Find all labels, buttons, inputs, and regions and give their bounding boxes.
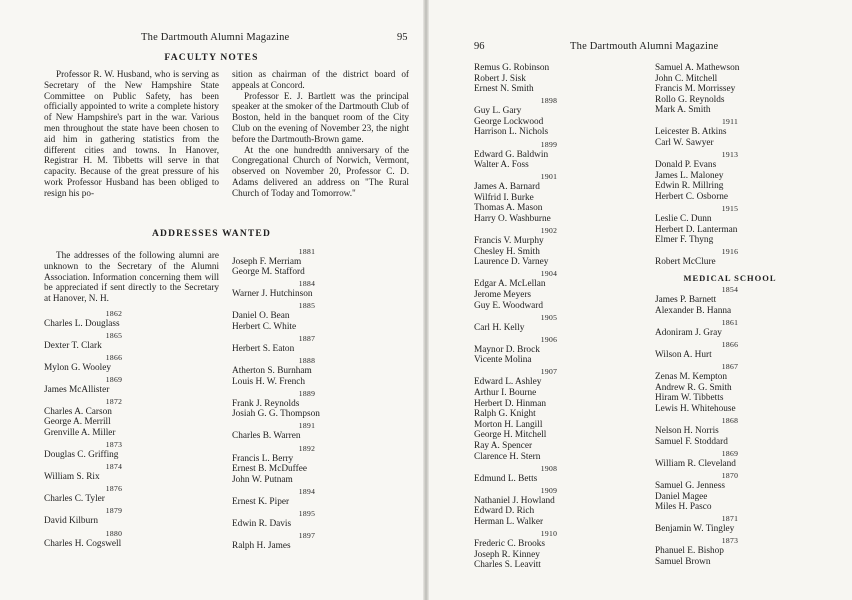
alumnus-name: James McAllister [44, 384, 110, 395]
class-year-group [44, 397, 184, 439]
class-year: 1913 [721, 150, 739, 160]
class-year-group [44, 462, 184, 483]
alumnus-name: Chesley H. Smith [474, 246, 540, 257]
class-year: 1904 [540, 269, 558, 279]
class-year-group [474, 269, 624, 311]
alumnus-name: Vicente Molina [474, 355, 532, 366]
alumnus-name: Frederic C. Brooks [474, 539, 546, 550]
class-year-group [44, 353, 184, 374]
class-year: 1901 [540, 172, 558, 182]
alumnus-name: Grenville A. Miller [44, 428, 116, 439]
alumnus-name: Samuel F. Stoddard [655, 436, 728, 447]
alumnus-name: Guy L. Gary [474, 106, 522, 117]
alumnus-name: Morton H. Langill [474, 419, 543, 430]
alumnus-name: Edwin R. Davis [232, 518, 292, 529]
class-year: 1866 [721, 340, 739, 350]
class-year-group [232, 334, 382, 355]
class-year-group [232, 509, 382, 530]
alumnus-name: Andrew R. G. Smith [655, 382, 732, 393]
alumnus-name: Nathaniel J. Howland [474, 495, 555, 506]
class-year-group [655, 449, 805, 470]
alumnus-name: Francis L. Berry [232, 453, 294, 464]
alumnus-name: William R. Cleveland [655, 458, 736, 469]
alumnus-name: Robert McClure [655, 257, 716, 268]
class-year-group [44, 309, 184, 330]
class-year-group [474, 140, 624, 171]
class-year: 1879 [105, 506, 123, 516]
running-head: The Dartmouth Alumni Magazine [570, 41, 719, 52]
alumnus-name: John W. Putnam [232, 474, 293, 485]
class-year: 1885 [298, 301, 316, 311]
alumnus-name: James A. Barnard [474, 182, 540, 193]
medical-school-list [655, 285, 805, 567]
class-year-group [232, 247, 382, 278]
alumnus-name: Josiah G. G. Thompson [232, 409, 320, 420]
class-year-group [474, 464, 624, 485]
class-year: 1870 [721, 470, 739, 480]
addresses-list-column-4-alumni [655, 63, 805, 268]
addresses-list-column-3 [474, 63, 624, 571]
class-year: 1916 [721, 247, 739, 257]
alumnus-name: Herbert C. Osborne [655, 191, 729, 202]
class-year-group [232, 356, 382, 387]
class-year-group [655, 285, 805, 316]
addresses-list-column-4 [655, 63, 805, 568]
alumnus-name: Warner J. Hutchinson [232, 289, 313, 300]
alumnus-name: Leslie C. Dunn [655, 214, 712, 225]
class-year: 1897 [298, 531, 316, 540]
alumnus-name: Wilfrid I. Burke [474, 192, 534, 203]
class-year-group [474, 367, 624, 462]
alumnus-name: Charles C. Tyler [44, 494, 105, 505]
alumnus-name: Herman L. Walker [474, 517, 544, 527]
alumnus-name: Arthur I. Bourne [474, 388, 537, 399]
alumnus-name: Thomas A. Mason [474, 203, 543, 214]
class-year-group [655, 117, 805, 148]
alumnus-name: Herbert D. Lanterman [655, 224, 738, 235]
running-head: The Dartmouth Alumni Magazine [141, 32, 290, 43]
faculty-note-adams: At the one hundredth anniversary of the Congregational Church of Norwich, Vermont, observed on November 20, Professor C. D. Adams delivered an address on "The Rural Church of Today and Tomorrow." [232, 144, 409, 198]
addresses-list-column-1 [44, 307, 184, 549]
alumnus-name: Edgar A. McLellan [474, 279, 546, 290]
alumnus-name: George M. Stafford [232, 267, 305, 278]
alumnus-name: Carl W. Sawyer [655, 138, 714, 149]
class-year: 1898 [540, 96, 558, 106]
class-year: 1887 [298, 333, 316, 343]
alumnus-name: Elmer F. Thyng [655, 235, 714, 246]
alumnus-name: Charles A. Carson [44, 406, 112, 417]
class-year-group [232, 444, 382, 486]
alumnus-name: Herbert C. White [232, 321, 297, 332]
class-year-group [655, 204, 805, 246]
class-year-group [474, 226, 624, 268]
class-year-group [232, 487, 382, 508]
alumnus-name: Harrison L. Nichols [474, 127, 549, 138]
alumnus-name: Atherton S. Burnham [232, 366, 312, 377]
alumnus-name: Jerome Meyers [474, 290, 532, 300]
medical-school-heading: MEDICAL SCHOOL [683, 272, 777, 283]
class-year-group [655, 150, 805, 202]
class-year-group [232, 279, 382, 300]
class-year: 1895 [298, 508, 316, 518]
alumnus-name: Guy E. Woodward [474, 300, 544, 311]
alumnus-name: Daniel O. Bean [232, 311, 290, 322]
class-year: 1865 [105, 330, 123, 340]
class-year-group [232, 421, 382, 442]
class-year: 1902 [540, 226, 558, 236]
class-year: 1906 [540, 334, 558, 344]
alumnus-name: Mylon G. Wooley [44, 362, 111, 373]
class-year-group [655, 536, 805, 567]
class-year-group [44, 529, 184, 550]
class-year: 1873 [721, 536, 739, 546]
alumnus-name: Herbert S. Eaton [232, 343, 295, 354]
class-year: 1874 [105, 462, 123, 472]
alumnus-name: Edward D. Rich [474, 506, 535, 517]
page-number: 96 [474, 41, 485, 52]
alumnus-name: Samuel G. Jenness [655, 480, 725, 491]
class-year: 1899 [540, 139, 558, 149]
addresses-intro [44, 250, 219, 304]
class-year: 1872 [105, 396, 123, 406]
class-year-group [655, 471, 805, 513]
alumnus-name: Louis H. W. French [232, 376, 306, 387]
class-year: 1881 [298, 246, 316, 256]
class-year: 1862 [105, 308, 123, 318]
class-year: 1907 [540, 367, 558, 377]
alumnus-name: Laurence D. Varney [474, 257, 549, 268]
alumnus-name: David Kilburn [44, 516, 98, 527]
class-year: 1873 [105, 440, 123, 450]
alumnus-name: Edward L. Ashley [474, 377, 542, 388]
alumnus-name: Joseph R. Kinney [474, 549, 540, 560]
class-year-group [474, 335, 624, 366]
alumnus-name: Benjamin W. Tingley [655, 524, 735, 535]
class-year: 1908 [540, 463, 558, 473]
class-year: 1915 [721, 204, 739, 214]
alumnus-name: Ralph G. Knight [474, 409, 536, 420]
alumnus-name: Walter A. Foss [474, 160, 529, 171]
alumnus-name: Miles H. Pasco [655, 502, 712, 513]
alumnus-name: Francis M. Morrissey [655, 84, 736, 95]
alumnus-name: Charles S. Leavitt [474, 560, 541, 571]
alumnus-name: Edmund L. Betts [474, 473, 538, 484]
class-year-group [44, 375, 184, 396]
class-year: 1911 [721, 117, 739, 127]
alumnus-name: Ralph H. James [232, 541, 291, 551]
alumnus-name: Ray A. Spencer [474, 441, 533, 452]
alumnus-name: Zenas M. Kempton [655, 372, 728, 383]
class-year-group [44, 484, 184, 505]
alumnus-name: Harry O. Washburne [474, 214, 551, 225]
class-year-group [474, 486, 624, 528]
alumnus-name: Charles H. Cogswell [44, 538, 122, 549]
faculty-note-bartlett: Professor E. J. Bartlett was the principal speaker at the smoker of the Dartmouth Club of Boston, held in the banquet room of the City Club on the evening of November 23, the night before the Dartmouth-Brown game. [232, 90, 409, 144]
alumnus-name: Phanuel E. Bishop [655, 546, 724, 557]
class-year-group [655, 247, 805, 268]
class-year-group [44, 440, 184, 461]
alumnus-name: James P. Barnett [655, 295, 717, 306]
class-year: 1888 [298, 356, 316, 366]
alumnus-name: Leicester B. Atkins [655, 127, 727, 138]
alumnus-name: Lewis H. Whitehouse [655, 404, 736, 415]
alumnus-name: Ernest N. Smith [474, 84, 534, 95]
class-year: 1869 [105, 374, 123, 384]
faculty-note-husband: Professor R. W. Husband, who is serving as Secretary of the New Hampshire State Committee on Public Safety, has been officially appointed to write a complete history of New Hampshire's part in the war. Various men throughout the state have been chosen to aid him in gathering statistics from the different cities and towns. In Hanover, Registrar H. M. Tibbetts will serve in that capacity. Because of the great pressure of his work Professor Husband has been obliged to resign his po- [44, 69, 219, 198]
class-year-group [232, 301, 382, 332]
class-year: 1891 [298, 421, 316, 431]
class-year-group [655, 416, 805, 447]
alumnus-name: Clarence H. Stern [474, 451, 541, 462]
class-year-group [655, 514, 805, 535]
class-year-group [655, 362, 805, 414]
class-year: 1861 [721, 318, 739, 328]
class-year-group [44, 506, 184, 527]
alumnus-name: Remus G. Robinson [474, 63, 550, 73]
class-year-group [232, 389, 382, 420]
alumnus-name: Donald P. Evans [655, 160, 717, 171]
faculty-notes-column-1 [44, 69, 219, 199]
class-year-group [474, 313, 624, 334]
left-page [0, 0, 423, 600]
alumnus-name: Ernest B. McDuffee [232, 464, 307, 475]
faculty-notes-column-2 [232, 69, 409, 199]
addresses-intro-text: The addresses of the following alumni are unknown to the Secretary of the Alumni Association. Information concerning them will be appreciated if sent directly to the Secretary at Hanover, N. H. [44, 250, 219, 304]
class-year-group [655, 340, 805, 361]
class-year: 1868 [721, 416, 739, 426]
class-year: 1876 [105, 484, 123, 494]
class-year: 1905 [540, 312, 558, 322]
class-year-group [44, 331, 184, 352]
alumnus-name: Hiram W. Tibbetts [655, 393, 724, 404]
class-year-group [474, 63, 624, 95]
alumnus-name: Samuel A. Mathewson [655, 63, 740, 73]
alumnus-name: Maynor D. Brock [474, 344, 540, 355]
alumnus-name: Joseph F. Merriam [232, 256, 302, 267]
alumnus-name: Carl H. Kelly [474, 322, 525, 333]
class-year: 1854 [721, 285, 739, 295]
alumnus-name: Dexter T. Clark [44, 340, 102, 351]
alumnus-name: Edward G. Baldwin [474, 149, 549, 160]
right-page [429, 0, 852, 600]
alumnus-name: Francis V. Murphy [474, 236, 544, 247]
alumnus-name: Daniel Magee [655, 491, 708, 502]
alumnus-name: Mark A. Smith [655, 105, 711, 116]
class-year: 1867 [721, 362, 739, 372]
class-year-group [655, 318, 805, 339]
alumnus-name: Douglas C. Griffing [44, 450, 119, 461]
class-year: 1889 [298, 388, 316, 398]
class-year: 1884 [298, 279, 316, 289]
class-year: 1880 [105, 528, 123, 538]
class-year: 1894 [298, 486, 316, 496]
alumnus-name: William S. Rix [44, 472, 100, 483]
class-year-group [474, 529, 624, 571]
class-year-group [655, 63, 805, 116]
alumnus-name: Ernest K. Piper [232, 496, 290, 507]
alumnus-name: Rollo G. Reynolds [655, 94, 725, 105]
alumnus-name: Charles B. Warren [232, 431, 301, 442]
class-year: 1869 [721, 448, 739, 458]
faculty-notes-heading: FACULTY NOTES [164, 53, 259, 63]
class-year: 1871 [721, 514, 739, 524]
alumnus-name: George A. Merrill [44, 417, 111, 428]
class-year: 1866 [105, 352, 123, 362]
class-year-group [474, 172, 624, 224]
alumnus-name: Frank J. Reynolds [232, 398, 300, 409]
alumnus-name: Nelson H. Norris [655, 426, 719, 437]
class-year: 1910 [540, 529, 558, 539]
alumnus-name: Charles L. Douglass [44, 318, 120, 329]
alumnus-name: Wilson A. Hurt [655, 350, 712, 361]
class-year-group [474, 96, 624, 138]
addresses-wanted-heading: ADDRESSES WANTED [151, 229, 272, 239]
alumnus-name: Alexander B. Hanna [655, 306, 732, 316]
addresses-list-column-2 [232, 245, 382, 552]
alumnus-name: John C. Mitchell [655, 73, 718, 84]
class-year: 1892 [298, 443, 316, 453]
class-year-group [232, 531, 382, 552]
alumnus-name: George Lockwood [474, 116, 544, 127]
class-year: 1909 [540, 485, 558, 495]
alumnus-name: Adoniram J. Gray [655, 328, 722, 339]
alumnus-name: Samuel Brown [655, 556, 711, 567]
alumnus-name: Edwin R. Millring [655, 181, 724, 192]
alumnus-name: James L. Maloney [655, 170, 724, 181]
page-number: 95 [397, 32, 408, 43]
alumnus-name: Herbert D. Hinman [474, 398, 547, 409]
faculty-note-continuation: sition as chairman of the district board of appeals at Concord. [232, 69, 409, 90]
alumnus-name: George H. Mitchell [474, 430, 547, 441]
alumnus-name: Robert J. Sisk [474, 73, 526, 84]
